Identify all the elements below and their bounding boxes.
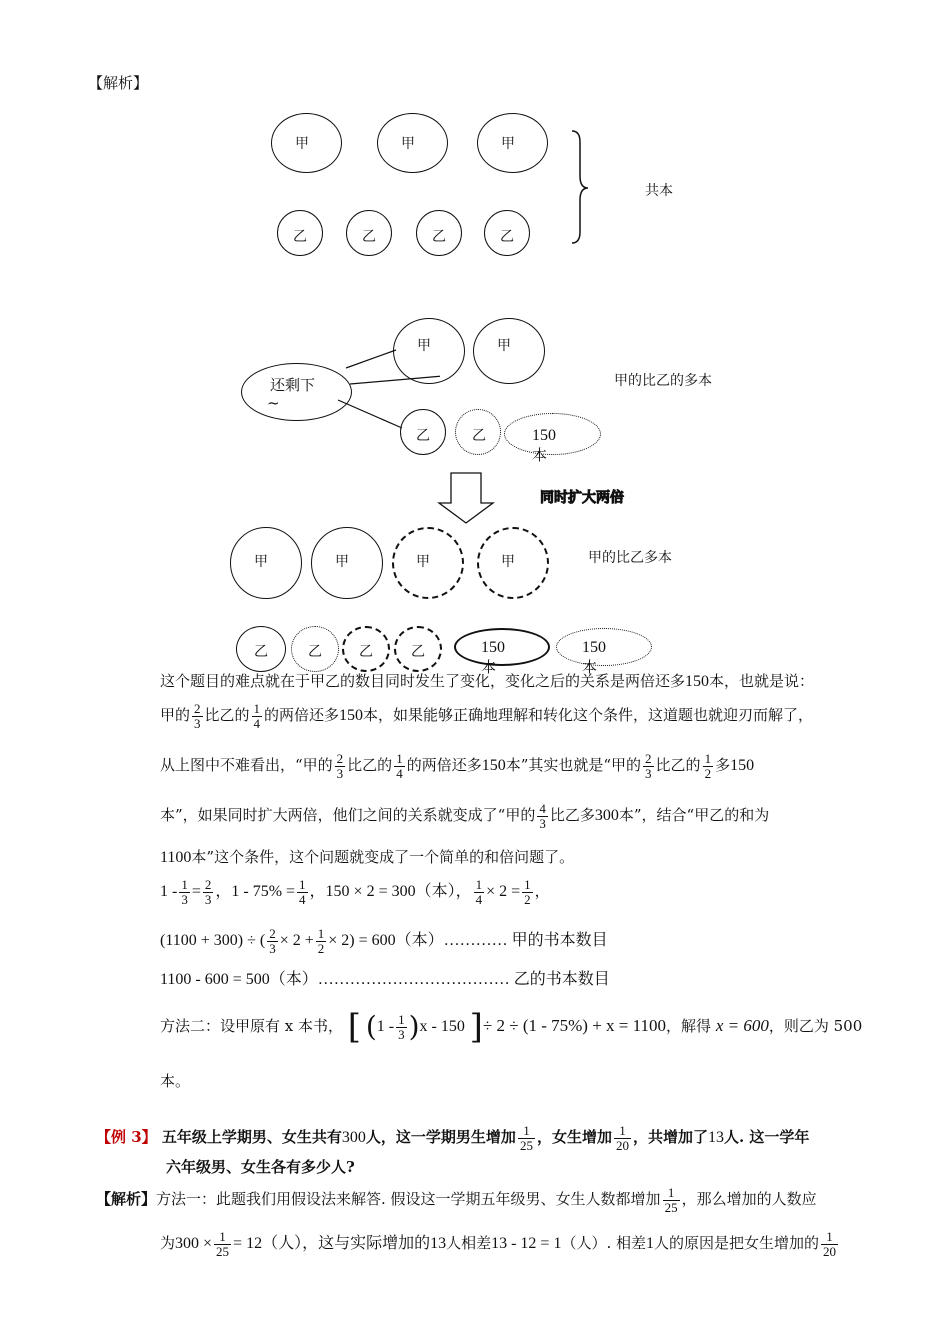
fraction: $\frac{2}{3}$ xyxy=(645,751,652,781)
diagram2-note: 甲的比乙的多本 xyxy=(614,373,712,389)
calc-line-1 xyxy=(160,878,550,906)
jia-label: 甲 xyxy=(254,554,268,570)
extra-unit: 本 xyxy=(481,658,497,676)
para-line-1 xyxy=(160,674,814,690)
yi-label: 乙 xyxy=(362,229,376,245)
text: ，则乙为 500 xyxy=(768,1017,863,1035)
text: ，150 × 2 = 300（本）， xyxy=(309,883,472,901)
fraction: $\frac{1}{4}$ xyxy=(299,877,306,907)
text: 本”这个条件，这个问题就变成了一个简单的和倍问题了。 xyxy=(191,848,575,866)
yi-label: 乙 xyxy=(254,644,268,660)
example-line-1 xyxy=(96,1124,809,1152)
text: 甲的 xyxy=(160,706,191,725)
example-tag: 【例 3】 xyxy=(96,1128,157,1147)
text: = 12（人），这与实际增加的 xyxy=(233,1235,431,1253)
text: = xyxy=(191,883,201,901)
fraction: $\frac{1}{4}$ xyxy=(253,701,261,731)
text: 人相差 xyxy=(446,1234,492,1253)
para-line-3 xyxy=(160,752,754,780)
extra-unit: 本 xyxy=(532,446,548,464)
yi-label: 乙 xyxy=(411,644,425,660)
fraction: $\frac{2}{3}$ xyxy=(204,877,212,907)
text: ， xyxy=(534,882,550,901)
yi-label: 乙 xyxy=(293,229,307,245)
yi-label: 乙 xyxy=(359,644,373,660)
text: ，女生增加 xyxy=(536,1128,612,1147)
text: 五年级上学期男、女生共有 xyxy=(161,1128,342,1147)
text: 方法一：此题我们用假设法来解答. 假设这一学期五年级男、女生人数都增加 xyxy=(156,1190,661,1209)
text: 人，这一学期男生增加 xyxy=(365,1128,516,1147)
text: × 2 = xyxy=(486,883,521,901)
diagram3-note: 甲的比乙多本 xyxy=(588,550,672,566)
fraction: $\frac{2}{3}$ xyxy=(194,701,201,731)
text: （人）. 相差 xyxy=(561,1234,646,1253)
text: 本，如果能够正确地理解和转化这个条件，这道题也就迎刃而解了， xyxy=(363,706,814,725)
fraction: $\frac{2}{3}$ xyxy=(269,926,276,956)
fraction: $\frac{1}{25}$ xyxy=(664,1185,678,1215)
text: ，1 - 75% = xyxy=(215,883,296,901)
jia-label: 甲 xyxy=(501,554,515,570)
para-line-5 xyxy=(160,850,574,866)
text: 多 xyxy=(715,756,731,775)
text: ，共增加了 xyxy=(632,1128,708,1147)
text: 1 - xyxy=(160,883,178,901)
yi-label: 乙 xyxy=(500,229,514,245)
text: ÷ 2 ÷ (1 - 75%) + x = 1100 xyxy=(482,1016,667,1035)
jia-label: 甲 xyxy=(501,136,515,152)
remain-label: 还剩下 xyxy=(270,376,316,394)
para-line-4 xyxy=(160,802,769,830)
calc-line-5: 本。 xyxy=(160,1072,191,1090)
remain-tilde: ~ xyxy=(267,394,280,412)
analysis-tag: 【解析】 xyxy=(96,1190,157,1209)
extra-unit: 本 xyxy=(582,658,598,676)
total-label: 共本 xyxy=(645,183,673,199)
text: 本”，如果同时扩大两倍，他们之间的关系就变成了“甲的 xyxy=(160,806,536,825)
number: 300 xyxy=(594,807,619,825)
fraction: $\frac{1}{4}$ xyxy=(475,877,483,907)
jia-label: 甲 xyxy=(295,136,309,152)
text: 的两倍还多 xyxy=(264,706,340,725)
text: 本”，结合“甲乙的和为 xyxy=(618,806,770,825)
bracket-close: ] xyxy=(469,1007,483,1047)
number: 150 xyxy=(730,757,755,775)
fraction: $\frac{1}{2}$ xyxy=(524,877,531,907)
fraction: $\frac{1}{25}$ xyxy=(519,1123,533,1153)
text: 本”其实也就是“甲的 xyxy=(505,756,642,775)
text: 本，也就是说： xyxy=(709,672,815,690)
text: 为 xyxy=(160,1234,176,1253)
number: 300 xyxy=(341,1129,366,1147)
analysis-line-2 xyxy=(160,1230,840,1258)
example-line-2: 六年级男、女生各有多少人? xyxy=(166,1158,355,1176)
number: 150 xyxy=(339,707,364,725)
fraction: $\frac{1}{3}$ xyxy=(181,877,188,907)
fraction: $\frac{4}{3}$ xyxy=(539,801,546,831)
number: 150 xyxy=(685,673,710,690)
extra-value: 150 xyxy=(532,427,556,444)
jia-label: 甲 xyxy=(417,338,431,354)
arrow-label: 同时扩大两倍 xyxy=(540,490,624,506)
number: 13 xyxy=(707,1129,724,1147)
number: 1100 xyxy=(160,849,192,866)
yi-label: 乙 xyxy=(432,229,446,245)
calc-line-4 xyxy=(160,1007,863,1047)
fraction: $\frac{1}{4}$ xyxy=(396,751,403,781)
fraction: $\frac{1}{2}$ xyxy=(704,751,712,781)
text: × 2) = 600（本）………… 甲的书本数目 xyxy=(328,932,608,950)
jia-label: 甲 xyxy=(401,136,415,152)
jia-label: 甲 xyxy=(416,554,430,570)
one: 1 - xyxy=(376,1018,395,1035)
bracket-open: [ xyxy=(347,1007,362,1047)
yi-label: 乙 xyxy=(472,428,486,444)
text: 300 × xyxy=(175,1235,213,1253)
fraction: $\frac{1}{2}$ xyxy=(317,926,325,956)
text: ，那么增加的人数应 xyxy=(681,1190,817,1209)
yi-label: 乙 xyxy=(416,428,430,444)
number: 1 xyxy=(646,1235,654,1253)
yi-label: 乙 xyxy=(308,644,322,660)
text: ，解得 xyxy=(666,1017,712,1035)
text: 方法二：设甲原有 x 本书， xyxy=(160,1017,343,1035)
heading: 【解析】 xyxy=(88,74,149,92)
text: 从上图中不难看出，“甲的 xyxy=(160,756,333,775)
text: 的两倍还多 xyxy=(406,756,482,775)
fraction: $\frac{2}{3}$ xyxy=(336,751,344,781)
brace xyxy=(568,128,592,246)
analysis-line-1 xyxy=(96,1186,817,1214)
jia-label: 甲 xyxy=(497,338,511,354)
jia-label: 甲 xyxy=(335,554,349,570)
text: 人的原因是把女生增加的 xyxy=(654,1234,820,1253)
text: 这个题目的难点就在于甲乙的数目同时发生了变化，变化之后的关系是两倍还多 xyxy=(160,672,686,690)
extra-value: 150 xyxy=(481,639,505,656)
text: 人. 这一学年 xyxy=(723,1128,810,1147)
extra-value: 150 xyxy=(582,639,606,656)
para-line-2 xyxy=(160,702,813,730)
paren-open: ( xyxy=(365,1010,377,1043)
text: × 2 + xyxy=(279,932,314,950)
text: x = 600 xyxy=(715,1016,769,1035)
text: x - 150 xyxy=(419,1018,465,1035)
calc-line-3: 1100 - 600 = 500（本）……………………………… 乙的书本数目 xyxy=(160,971,610,988)
fraction: $\frac{1}{20}$ xyxy=(823,1229,837,1259)
text: 比乙的 xyxy=(347,756,393,775)
down-arrow xyxy=(436,471,496,525)
text: 比乙的 xyxy=(655,756,701,775)
text: (1100 + 300) ÷ ( xyxy=(160,932,266,950)
text: 比乙多 xyxy=(549,806,595,825)
text: 13 - 12 = 1 xyxy=(491,1235,562,1253)
text: 比乙的 xyxy=(204,706,250,725)
number: 13 xyxy=(430,1235,447,1253)
fraction: $\frac{1}{20}$ xyxy=(615,1123,629,1153)
calc-line-2 xyxy=(160,927,608,955)
fraction: $\frac{1}{3}$ xyxy=(398,1011,405,1042)
number: 150 xyxy=(481,757,506,775)
paren-close: ) xyxy=(408,1010,420,1043)
fraction: $\frac{1}{25}$ xyxy=(216,1229,230,1259)
